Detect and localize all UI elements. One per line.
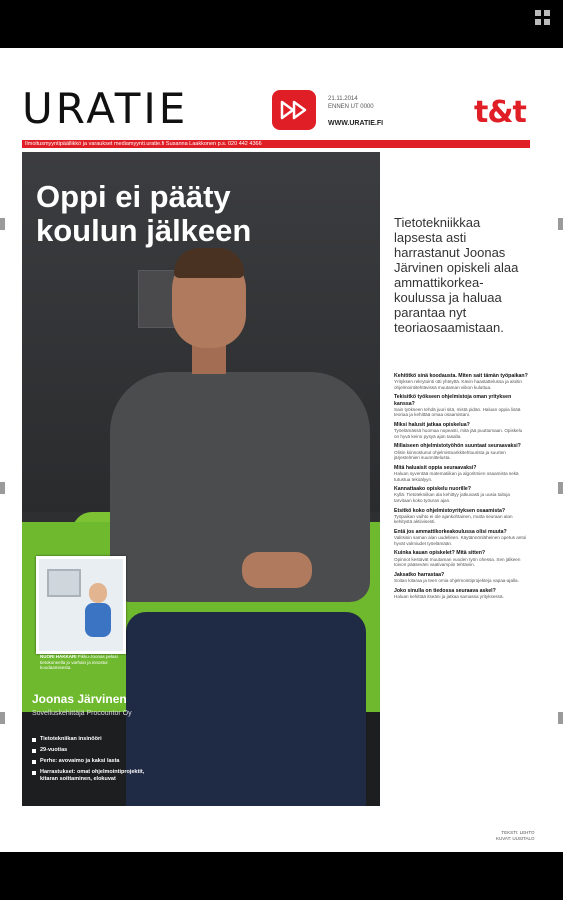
childhood-caption: NUORI HAKKARI Pikku-Joonas pelasi tietokoneella jo varhain ja innostui koodaamisesta. <box>40 654 118 670</box>
contact-bar: Ilmoitusmyyntipäällikkö ja varaukset mediamyynti.uratie.fi Susanna Laakkonen p.s. 020 442 4366 <box>22 140 530 148</box>
issue-date: 21.11.2014 ENNEN UT 0000 <box>328 96 374 110</box>
question: Millaiseen ohjelmistotyöhön suuntaat seuraavaksi? <box>394 443 521 450</box>
answer: Olisin kiinnostunut ohjelmistoarkkitehtuurista ja suurten järjestelmien suunnittelusta. <box>394 449 506 461</box>
answer: Työelämässä huomaa nopeasti, mitä jää puuttumaan. Opiskelu on hyvä keino pysyä ajan tasalla. <box>394 428 523 439</box>
navigation-bar <box>0 852 563 900</box>
interview-column <box>394 373 528 603</box>
answer: Kyllä. Tietotekniikan ala kehittyy jatkuvasti ja uusia taitoja tarvitaan koko työuran ajan. <box>394 492 510 503</box>
answer: Haluan kehittää itseäni ja jatkaa samassa yrityksessä. <box>394 593 504 599</box>
answer: Soitan kitaraa ja teen omia ohjelmointiprojekteja vapaa-ajalla. <box>394 577 519 583</box>
page-edge-marker <box>0 218 5 230</box>
question: Tekisitkö työkseen ohjelmistoja oman yrityksen kanssa? <box>394 394 512 407</box>
grid-menu-icon[interactable] <box>535 10 551 26</box>
person <box>110 372 370 602</box>
answer: Opinnot kestävät muutaman vuoden työn ohessa. Sen jälkeen toivon pääseväni vaativampiin tehtäviin. <box>394 556 521 568</box>
page-edge-marker <box>0 712 5 724</box>
website-url: WWW.URATIE.FI <box>328 120 384 127</box>
tt-logo: t&t <box>474 95 526 130</box>
answer: Työpaikan vaihto ei ole ajankohtainen, mutta seuraan alan kehitystä aktiivisesti. <box>394 513 513 525</box>
page-edge-marker <box>558 712 563 724</box>
question: Kuinka kauan opiskelet? Mitä sitten? <box>394 550 486 557</box>
question: Entä jos ammattikorkeakoulussa olisi muuta? <box>394 528 507 535</box>
question: Mitä haluaisit oppia seuraavaksi? <box>394 464 477 471</box>
feature-photo <box>22 152 380 806</box>
fast-forward-icon <box>272 90 316 130</box>
question: Miksi halusit jatkaa opiskelua? <box>394 421 470 428</box>
answer: Haluan syventää matematiikan ja algoritmien osaamista sekä tutustua tekoälyyn. <box>394 470 519 482</box>
childhood-photo <box>36 556 126 654</box>
newspaper-page <box>0 48 563 852</box>
answer: Yrityksen rekrytointi otti yhteyttä. Kävin haastattelussa ja aloitin ohjelmointitehtävissä muutaman viikon kuluttua. <box>394 379 522 390</box>
answer: Sain työkseen tehdä juuri sitä, mistä pidän. Haluan oppia lisää teoriaa ja kehittää omaa osaamistani. <box>394 406 521 418</box>
page-edge-marker <box>558 218 563 230</box>
fact-item: Tietotekniikan insinööri <box>32 736 152 743</box>
status-bar <box>0 0 563 48</box>
question: Joko sinulla on tiedossa seuraava askel? <box>394 587 496 594</box>
uratie-logo: URATIE <box>22 84 189 133</box>
question: Etsitkö koko ohjelmistoyrityksen osaamista? <box>394 507 505 514</box>
page-edge-marker <box>0 482 5 494</box>
profile-facts <box>32 736 152 787</box>
article-headline: Oppi ei pääty koulun jälkeen <box>36 179 252 248</box>
photo-credit: TEKSTI: LEHTO KUVAT: UUSITALO <box>496 830 535 841</box>
question: Kannattaako opiskelu nuorille? <box>394 486 471 493</box>
fact-item: 29-vuotias <box>32 747 152 754</box>
article-lead: Tietotekniikkaa lapsesta asti harrastanut Joonas Järvinen opiskeli alaa ammattikorkea-koulussa ja haluaa parantaa nyt teoriaosaamistaan. <box>394 215 519 335</box>
answer: Valitsisin saman alan uudelleen. Käytännönläheinen opetus antoi hyvät valmiudet työelämään. <box>394 535 527 546</box>
question: Jaksatko harrastaa? <box>394 571 445 578</box>
profile-name: Joonas Järvinen <box>32 692 127 706</box>
fact-item: Perhe: avovaimo ja kaksi lasta <box>32 758 152 765</box>
fact-item: Harrastukset: omat ohjelmointiprojektit, kitaran soittaminen, elokuvat <box>32 769 152 783</box>
page-edge-marker <box>558 482 563 494</box>
question: Kehititkö sinä koodausta. Miten sait tämän työpaikan? <box>394 373 528 379</box>
profile-role: Sovelluskehittäjä Procountor Oy <box>32 710 132 717</box>
